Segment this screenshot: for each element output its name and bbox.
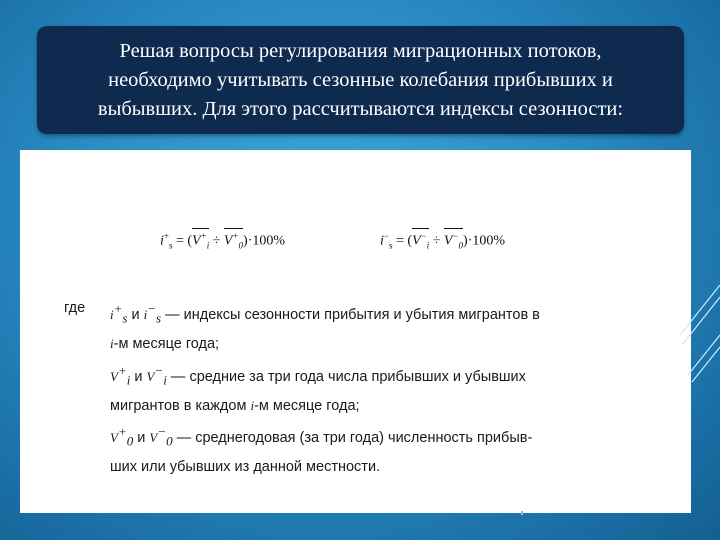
- title-line-2: необходимо учитывать сезонные колебания прибывших и: [108, 68, 613, 91]
- legend-row: i-м месяце года;: [110, 336, 220, 353]
- formula-departure-index: $i^-_s = (V^-_i \div V^-_0)\cdot 100\%$: [380, 228, 505, 250]
- title-banner: [37, 26, 684, 134]
- title-text: [46, 37, 676, 124]
- formula-arrival-index: $i^+_s = (V^+_i \div V^+_0)\cdot 100\%$: [160, 228, 285, 250]
- title-line-1: Решая вопросы регулирования миграционных потоков,: [119, 39, 602, 62]
- decorative-stripes: [680, 275, 720, 405]
- legend-row: $V^+_0$ и $V^-_0$ — среднегодовая (за три года) численность прибыв-: [110, 424, 533, 450]
- legend-row: ших или убывших из данной местности.: [110, 458, 381, 475]
- formula-legend: [64, 296, 644, 480]
- formula-image: [20, 150, 691, 513]
- slide-marker: [521, 511, 523, 515]
- legend-row: мигрантов в каждом i-м месяце года;: [110, 397, 360, 414]
- title-line-3: выбывших. Для этого рассчитываются индексы сезонности:: [97, 97, 624, 120]
- legend-where: где: [64, 300, 86, 316]
- legend-row: $V^+_i$ и $V^-_i$ — средние за три года числа прибывших и убывших: [110, 362, 526, 388]
- legend-row: $i^+_s$ и $i^-_s$ — индексы сезонности прибытия и убытия мигрантов в: [110, 301, 540, 326]
